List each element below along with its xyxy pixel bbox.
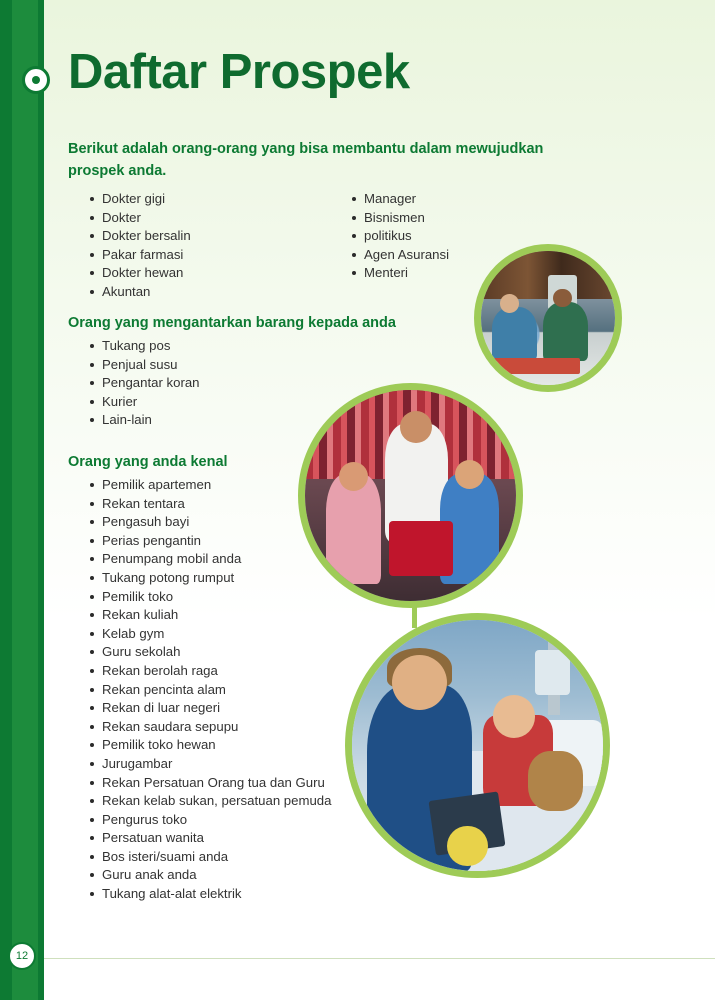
list-item: Pemilik toko hewan	[88, 736, 408, 755]
spine-bullet-icon	[22, 66, 50, 94]
list-item: Kurier	[88, 393, 388, 412]
list-item: Tukang potong rumput	[88, 569, 408, 588]
footer-divider	[44, 958, 715, 959]
list-item: Menteri	[350, 264, 570, 283]
list-item: Dokter gigi	[88, 190, 318, 209]
page-title: Daftar Prospek	[68, 45, 410, 99]
list-item: Akuntan	[88, 283, 318, 302]
list-item: Rekan kuliah	[88, 606, 408, 625]
list-item: Dokter bersalin	[88, 227, 318, 246]
spine-inner-band	[12, 0, 38, 1000]
list-item: Jurugambar	[88, 755, 408, 774]
list-item: Dokter hewan	[88, 264, 318, 283]
list-item: Dokter	[88, 209, 318, 228]
list-item: Kelab gym	[88, 625, 408, 644]
list-item: Perias pengantin	[88, 532, 408, 551]
delivery-people-list	[88, 337, 388, 430]
list-item: Penjual susu	[88, 356, 388, 375]
list-item: Tukang alat-alat elektrik	[88, 885, 408, 904]
list-item: Guru anak anda	[88, 866, 408, 885]
list-item: Persatuan wanita	[88, 829, 408, 848]
page-number: 12	[8, 942, 36, 970]
section-heading-acquaintances: Orang yang anda kenal	[68, 454, 228, 470]
list-item: Pemilik toko	[88, 588, 408, 607]
list-item: Guru sekolah	[88, 643, 408, 662]
list-item: politikus	[350, 227, 570, 246]
list-item: Pengasuh bayi	[88, 513, 408, 532]
left-green-spine	[0, 0, 44, 1000]
professions-list-column-2	[350, 190, 570, 283]
list-item: Lain-lain	[88, 411, 388, 430]
list-item: Agen Asuransi	[350, 246, 570, 265]
list-item: Pemilik apartemen	[88, 476, 408, 495]
list-item: Manager	[350, 190, 570, 209]
list-item: Rekan saudara sepupu	[88, 718, 408, 737]
list-item: Tukang pos	[88, 337, 388, 356]
list-item: Rekan pencinta alam	[88, 681, 408, 700]
list-item: Rekan Persatuan Orang tua dan Guru	[88, 774, 408, 793]
list-item: Rekan tentara	[88, 495, 408, 514]
list-item: Pengantar koran	[88, 374, 388, 393]
acquaintances-list	[88, 476, 408, 904]
list-item: Pengurus toko	[88, 811, 408, 830]
list-item: Bisnismen	[350, 209, 570, 228]
intro-paragraph: Berikut adalah orang-orang yang bisa membantu dalam mewujudkan prospek anda.	[68, 141, 544, 179]
list-item: Rekan kelab sukan, persatuan pemuda	[88, 792, 408, 811]
list-item: Penumpang mobil anda	[88, 550, 408, 569]
professions-list-column-1	[88, 190, 318, 302]
section-heading-delivery: Orang yang mengantarkan barang kepada anda	[68, 315, 396, 331]
list-item: Rekan berolah raga	[88, 662, 408, 681]
list-item: Bos isteri/suami anda	[88, 848, 408, 867]
list-item: Rekan di luar negeri	[88, 699, 408, 718]
list-item: Pakar farmasi	[88, 246, 318, 265]
